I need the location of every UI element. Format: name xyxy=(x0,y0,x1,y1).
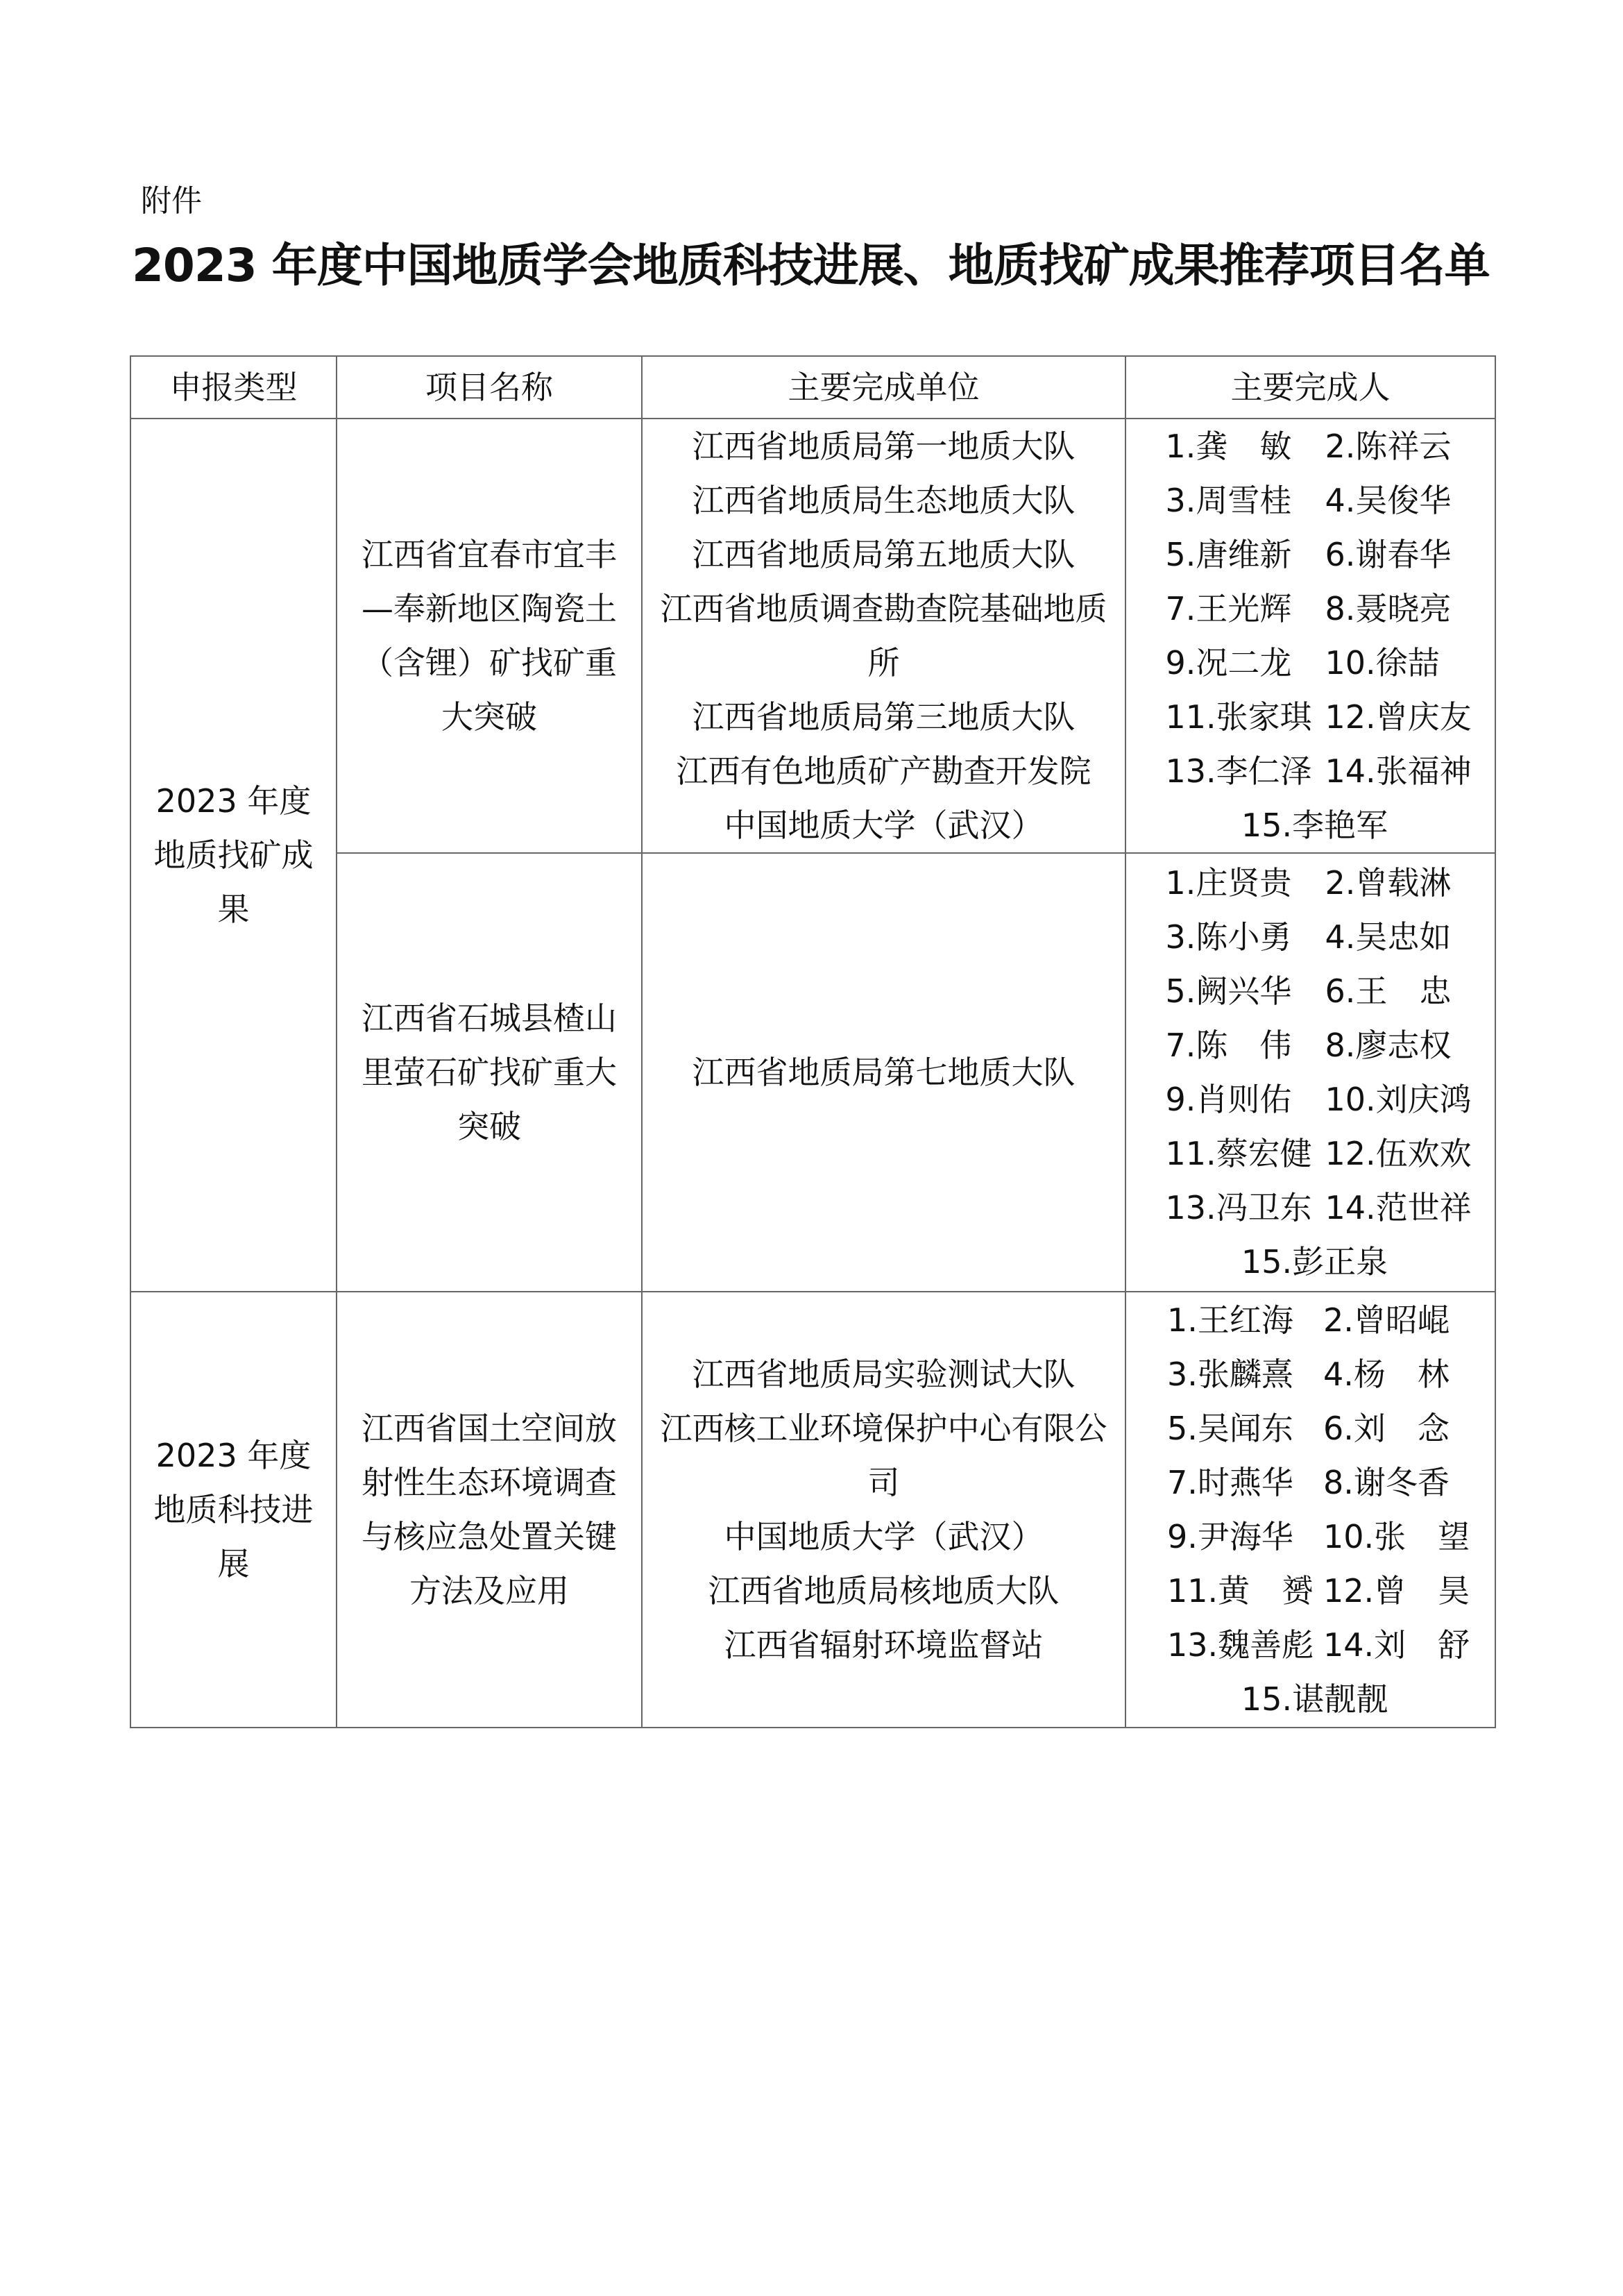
project-name-cell xyxy=(337,419,642,853)
person: 1.王红海 xyxy=(1167,1301,1293,1339)
person: 2.曾载淋 xyxy=(1325,864,1452,902)
people-line xyxy=(1135,744,1495,798)
person: 1.庄贤贵 xyxy=(1165,864,1292,902)
people-line xyxy=(1135,1126,1495,1181)
project-name-cell xyxy=(337,1292,642,1728)
people-line xyxy=(1135,690,1495,744)
unit-item: 江西有色地质矿产勘查开发院 xyxy=(676,752,1091,790)
category-cell xyxy=(130,419,337,1292)
person: 14.张福神 xyxy=(1325,752,1472,790)
people-line xyxy=(1135,636,1495,690)
person: 8.廖志权 xyxy=(1325,1027,1452,1064)
person: 8.谢冬香 xyxy=(1323,1464,1450,1501)
unit-item: 江西省地质局第三地质大队 xyxy=(692,698,1076,736)
person: 12.曾 昊 xyxy=(1323,1572,1470,1610)
person: 5.阙兴华 xyxy=(1165,972,1292,1010)
person: 10.张 望 xyxy=(1323,1518,1470,1555)
units-cell xyxy=(642,419,1125,853)
table-header-row xyxy=(130,356,1495,419)
people-line xyxy=(1135,1564,1495,1618)
unit-item: 江西核工业环境保护中心有限公司 xyxy=(660,1410,1107,1501)
category-cell xyxy=(130,1292,337,1728)
people-line xyxy=(1135,527,1495,582)
person: 11.黄 赟 xyxy=(1167,1572,1314,1610)
header-people: 主要完成人 xyxy=(1125,356,1495,419)
person: 9.肖则佑 xyxy=(1165,1081,1292,1118)
person: 6.谢春华 xyxy=(1325,536,1452,573)
attachment-label: 附件 xyxy=(141,183,202,219)
people-line xyxy=(1135,582,1495,636)
people-line xyxy=(1135,1293,1495,1347)
people-line xyxy=(1135,1672,1495,1726)
person: 6.王 忠 xyxy=(1325,972,1452,1010)
person: 3.周雪桂 xyxy=(1165,482,1292,519)
person: 9.况二龙 xyxy=(1165,644,1292,682)
person: 14.刘 舒 xyxy=(1323,1626,1470,1664)
person: 8.聂晓亮 xyxy=(1325,590,1452,627)
person: 3.张麟熹 xyxy=(1167,1356,1293,1393)
person: 6.刘 念 xyxy=(1323,1410,1450,1447)
project-table xyxy=(130,355,1496,1728)
unit-item: 中国地质大学（武汉） xyxy=(724,807,1044,844)
people-line xyxy=(1135,1618,1495,1672)
person: 9.尹海华 xyxy=(1167,1518,1293,1555)
person: 12.曾庆友 xyxy=(1325,698,1472,736)
people-line xyxy=(1135,1401,1495,1455)
unit-item: 江西省地质局第七地质大队 xyxy=(692,1054,1076,1091)
person: 4.吴俊华 xyxy=(1325,482,1452,519)
people-cell xyxy=(1125,853,1495,1292)
people-line xyxy=(1135,1181,1495,1235)
person: 5.唐维新 xyxy=(1165,536,1292,573)
people-line xyxy=(1135,419,1495,473)
units-cell xyxy=(642,1292,1125,1728)
person: 10.刘庆鸿 xyxy=(1325,1081,1472,1118)
person: 7.陈 伟 xyxy=(1165,1027,1292,1064)
person: 15.李艳军 xyxy=(1241,807,1388,844)
person: 5.吴闻东 xyxy=(1167,1410,1293,1447)
person: 15.谌靓靓 xyxy=(1241,1680,1388,1718)
people-line xyxy=(1135,798,1495,852)
unit-item: 江西省地质调查勘查院基础地质所 xyxy=(660,590,1107,682)
person: 2.陈祥云 xyxy=(1325,428,1452,465)
people-line xyxy=(1135,1455,1495,1510)
person: 12.伍欢欢 xyxy=(1325,1135,1472,1172)
people-line xyxy=(1135,1072,1495,1126)
person: 11.蔡宏健 xyxy=(1165,1135,1312,1172)
person: 7.时燕华 xyxy=(1167,1464,1293,1501)
header-units: 主要完成单位 xyxy=(642,356,1125,419)
person: 13.李仁泽 xyxy=(1165,752,1312,790)
person: 4.吴忠如 xyxy=(1325,918,1452,956)
person: 14.范世祥 xyxy=(1325,1189,1472,1226)
people-cell xyxy=(1125,1292,1495,1728)
person: 2.曾昭崐 xyxy=(1323,1301,1450,1339)
unit-item: 江西省地质局实验测试大队 xyxy=(692,1356,1076,1393)
person: 3.陈小勇 xyxy=(1165,918,1292,956)
project-name: 江西省宜春市宜丰—奉新地区陶瓷土（含锂）矿找矿重大突破 xyxy=(362,536,617,736)
project-name-cell xyxy=(337,853,642,1292)
document-title: 2023 年度中国地质学会地质科技进展、地质找矿成果推荐项目名单 xyxy=(132,239,1490,292)
header-category: 申报类型 xyxy=(130,356,337,419)
person: 10.徐喆 xyxy=(1325,644,1440,682)
unit-item: 江西省辐射环境监督站 xyxy=(724,1626,1044,1664)
units-cell xyxy=(642,853,1125,1292)
table-row xyxy=(130,419,1495,853)
person: 13.魏善彪 xyxy=(1167,1626,1314,1664)
unit-item: 江西省地质局第一地质大队 xyxy=(692,428,1076,465)
category-text: 2023 年度地质科技进展 xyxy=(153,1437,314,1582)
people-line xyxy=(1135,1235,1495,1289)
people-line xyxy=(1135,473,1495,527)
unit-item: 江西省地质局生态地质大队 xyxy=(692,482,1076,519)
header-project-name: 项目名称 xyxy=(337,356,642,419)
person: 13.冯卫东 xyxy=(1165,1189,1312,1226)
people-line xyxy=(1135,1347,1495,1401)
people-cell xyxy=(1125,419,1495,853)
person: 11.张家琪 xyxy=(1165,698,1312,736)
unit-item: 江西省地质局第五地质大队 xyxy=(692,536,1076,573)
table-row xyxy=(130,1292,1495,1728)
unit-item: 江西省地质局核地质大队 xyxy=(708,1572,1060,1610)
people-line xyxy=(1135,1510,1495,1564)
unit-item: 中国地质大学（武汉） xyxy=(724,1518,1044,1555)
category-text: 2023 年度地质找矿成果 xyxy=(153,782,314,928)
project-name: 江西省国土空间放射性生态环境调查与核应急处置关键方法及应用 xyxy=(362,1410,617,1610)
project-name: 江西省石城县楂山里萤石矿找矿重大突破 xyxy=(362,999,617,1145)
person: 4.杨 林 xyxy=(1323,1356,1450,1393)
people-line xyxy=(1135,1018,1495,1072)
person: 1.龚 敏 xyxy=(1165,428,1292,465)
people-line xyxy=(1135,964,1495,1018)
people-line xyxy=(1135,910,1495,964)
people-line xyxy=(1135,856,1495,910)
person: 7.王光辉 xyxy=(1165,590,1292,627)
person: 15.彭正泉 xyxy=(1241,1243,1388,1281)
